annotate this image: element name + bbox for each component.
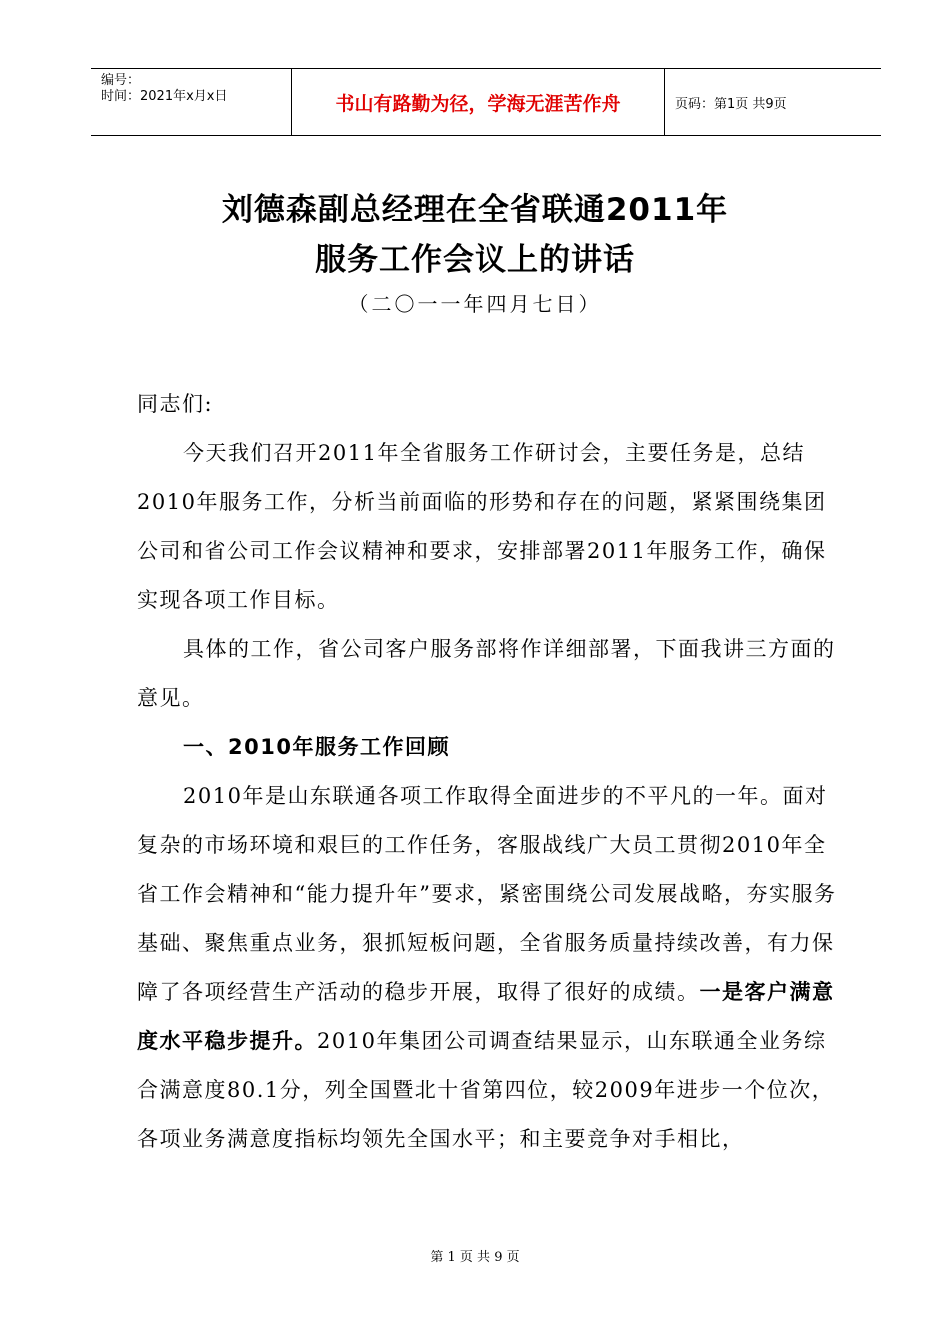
time-label: 时间：2021年x月x日 xyxy=(101,89,228,104)
doc-title-line1: 刘德森副总经理在全省联通2011年 xyxy=(221,192,729,228)
header-meta xyxy=(91,69,292,135)
page-header xyxy=(91,68,881,136)
paragraph-3-bold: 一是客户满意度水平稳步提升。 xyxy=(137,980,835,1053)
paragraph-2: 具体的工作，省公司客户服务部将作详细部署，下面我讲三方面的意见。 xyxy=(137,637,836,710)
paragraph-1: 今天我们召开2011年全省服务工作研讨会，主要任务是，总结2010年服务工作，分析当前面临的形势和存在的问题，紧紧围绕集团公司和省公司工作会议精神和要求，安排部署2011年服务工作，确保实现各项工作目标。 xyxy=(137,441,827,612)
paragraph-3-text-a: 2010年是山东联通各项工作取得全面进步的不平凡的一年。面对复杂的市场环境和艰巨的工作任务，客服战线广大员工贯彻2010年全省工作会精神和“能力提升年”要求，紧密围绕公司发展战略，夯实服务基础、聚焦重点业务，狠抓短板问题，全省服务质量持续改善，有力保障了各项经营生产活动的稳步开展，取得了很好的成绩。 xyxy=(137,784,837,1004)
paragraph-3-text-b: 2010年集团公司调查结果显示，山东联通全业务综合满意度80.1分，列全国暨北十省第四位，较2009年进步一个位次，各项业务满意度指标均领先全国水平；和主要竞争对手相比， xyxy=(137,1029,835,1151)
page-footer: 第 1 页 共 9 页 xyxy=(430,1250,520,1265)
doc-date: （二〇一一年四月七日） xyxy=(348,292,602,316)
salutation: 同志们: xyxy=(137,392,214,416)
header-page-info: 页码：第1页 共9页 xyxy=(675,96,787,112)
header-motto: 书山有路勤为径，学海无涯苦作舟 xyxy=(292,69,665,135)
section-heading-1: 一、2010年服务工作回顾 xyxy=(183,735,450,759)
number-label: 编号： xyxy=(101,73,141,88)
doc-title-line2: 服务工作会议上的讲话 xyxy=(315,242,635,278)
paragraph-3 xyxy=(137,772,837,1164)
doc-body xyxy=(137,380,837,1164)
